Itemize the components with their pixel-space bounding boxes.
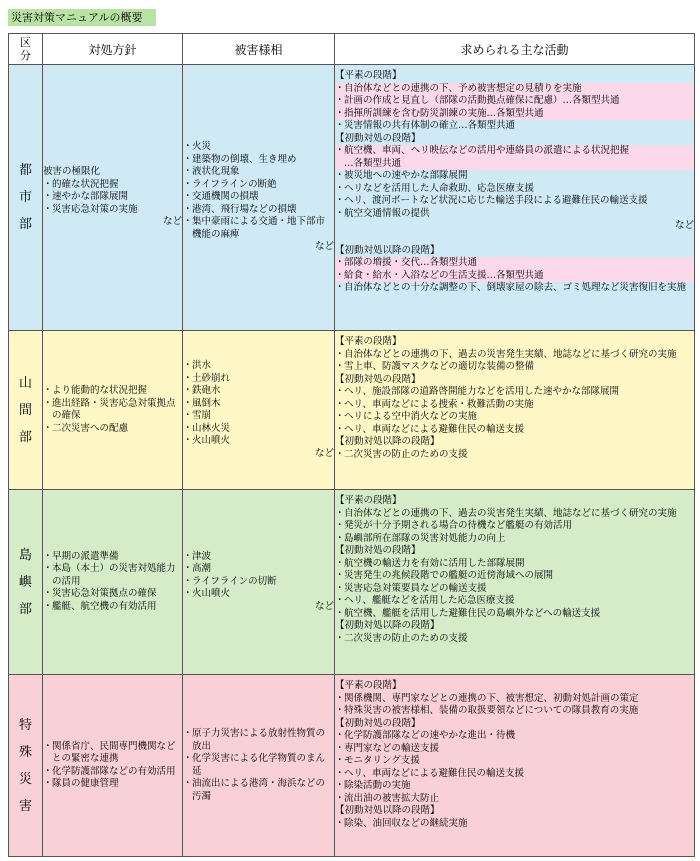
list-item: ・ 指揮所訓練を含む防災訓練の実施…各類型共通 (335, 108, 694, 121)
list-item: ・ 火山噴火 (183, 435, 334, 448)
damage-urban: ・ 火災 ・ 建築物の倒壊、生き埋め ・ 液状化現象 ・ ライフラインの断絶 ・ 交通機関の損壊 ・ 港湾、飛行場などの損壊 ・ 集中豪雨による交通・地下部市機能の麻痺 など (183, 65, 335, 331)
row-special-disaster (9, 675, 695, 857)
list-item: ・ 航空機、艦艇を活用した避難住民の島嶼外などへの輸送支援 (335, 608, 694, 621)
category-urban: 都 市 部 (9, 65, 43, 331)
list-item: ・ 関係機関、専門家などとの連携の下、被害想定、初動対処計画の策定 (335, 693, 694, 706)
damage-special-disaster (183, 675, 335, 857)
list-item: ・ 港湾、飛行場などの損壊 (183, 204, 334, 217)
list-item: ・ 交通機関の損壊 (183, 191, 334, 204)
list-item: ・ 発災が十分予期される場合の待機など艦艇の有効活用 (335, 520, 694, 533)
list-item: ・ 島嶼部所在部隊の災害対処能力の向上 (335, 533, 694, 546)
list-item: ・ ライフラインの切断 (183, 576, 334, 589)
list-item: ・ ヘリ、車両などによる避難住民の輸送支援 (335, 424, 694, 437)
list-item: ・ 化学災害による化学物質のまん延 (183, 753, 334, 778)
list-item: ・ 隊員の健康管理 (43, 778, 182, 791)
list-item: ・ 災害応急対策拠点の確保 (43, 588, 182, 601)
list-item: ・ 艦艇、航空機の有効活用 (43, 601, 182, 614)
list-item: ・ 雪上車、防護マスクなどの適切な装備の整備 (335, 361, 694, 374)
page-title: 災害対策マニュアルの概要 (8, 9, 156, 26)
list-item: ・ 災害発生の兆候段階での艦艇の近傍海域への展開 (335, 570, 694, 583)
list-item: ・ 建築物の倒壊、生き埋め (183, 154, 334, 167)
list-item: ・ 速やかな部隊展開 (43, 191, 182, 204)
category-special-disaster: 特 殊 災 害 (9, 675, 43, 857)
list-item: ・ 本島（本土）の災害対処能力の活用 (43, 563, 182, 588)
activities-special-disaster: 【平素の段階】 ・ 関係機関、専門家などとの連携の下、被害想定、初動対処計画の策定 ・ 特殊災害の被害様相、装備の取扱要領などについての隊員教育の実施 【初動対処の段階】 ・ 化学防護部隊などの速やかな進出・待機 ・ 専門家などの輸送支援 ・ モニタリング支援 ・ ヘリ、車両などによる避難住民の輸送支援 ・ 除染活動の実施 ・ 流出油の被害拡大防止 【初動対処以降の段階】 ・ 除染、油回収などの継続実施 (335, 675, 695, 857)
category-mountain: 山 間 部 (9, 331, 43, 490)
list-item: ・ 高潮 (183, 563, 334, 576)
list-item: ・ 化学防護部隊などの速やかな進出・待機 (335, 730, 694, 743)
damage-island: ・ 津波 ・ 高潮 ・ ライフラインの切断 ・ 火山噴火 など (183, 490, 335, 675)
list-item: ・ 流出油の被害拡大防止 (335, 793, 694, 806)
list-item: ・ 早期の派遣準備 (43, 551, 182, 564)
list-item: ・ 自治体などとの連携の下、過去の災害発生実績、地誌などに基づく研究の実施 (335, 508, 694, 521)
list-item: ・ 自治体などとの十分な調整の下、倒壊家屋の除去、ゴミ処理など災害復旧を実施 (335, 282, 694, 295)
list-item: ・ ライフラインの断絶 (183, 179, 334, 192)
list-item: ・ 雪崩 (183, 410, 334, 423)
list-item: ・ 特殊災害の被害様相、装備の取扱要領などについての隊員教育の実施 (335, 705, 694, 718)
list-item: ・ 液状化現象 (183, 166, 334, 179)
list-item: ・ ヘリによる空中消火などの実施 (335, 411, 694, 424)
list-item: ・ 油流出による港湾・海浜などの汚濁 (183, 778, 334, 803)
list-item: ・ 的確な状況把握 (43, 179, 182, 192)
list-item: ・ 火山噴火 (183, 588, 334, 601)
list-item: ・ 関係省庁、民間専門機関などとの緊密な連携 (43, 741, 182, 766)
list-item: ・ 除染、油回収などの継続実施 (335, 818, 694, 831)
policy-island (43, 490, 183, 675)
policy-mountain (43, 331, 183, 490)
list-item: ・ より能動的な状況把握 (43, 385, 182, 398)
header-row (9, 34, 695, 65)
list-item: ・ 鉄砲水 (183, 385, 334, 398)
list-item: ・ ヘリ、渡河ボートなど状況に応じた輸送手段による避難住民の輸送支援 (335, 195, 694, 208)
row-island (9, 490, 695, 675)
list-item: ・ 給食・給水・入浴などの生活支援…各類型共通 (335, 270, 694, 283)
list-item: ・ ヘリ、施設部隊の道路啓開能力などを活用した速やかな部隊展開 (335, 386, 694, 399)
list-item: ・ 津波 (183, 551, 334, 564)
list-item: ・ ヘリ、艦艇などを活用した応急医療支援 (335, 595, 694, 608)
list-item: ・ 山林火災 (183, 423, 334, 436)
list-item: ・ 航空交通情報の提供 (335, 208, 694, 221)
list-item: ・ ヘリなどを活用した人命救助、応急医療支援 (335, 183, 694, 196)
header-kubun: 区 分 (9, 34, 43, 65)
activities-mountain: 【平素の段階】 ・ 自治体などとの連携の下、過去の災害発生実績、地誌などに基づく研究の実施 ・ 雪上車、防護マスクなどの適切な装備の整備 【初動対処の段階】 ・ ヘリ、施設部隊の道路啓開能力などを活用した速やかな部隊展開 ・ ヘリ、車両などによる捜索・救難活動の実施 ・ ヘリによる空中消火などの実施 ・ ヘリ、車両などによる避難住民の輸送支援 【初動対処以降の段階】 ・ 二次災害の防止のための支援 (335, 331, 695, 490)
list-item: ・ 進出経路・災害応急対策拠点の確保 (43, 398, 182, 423)
policy-special-disaster (43, 675, 183, 857)
damage-mountain: ・ 洪水 ・ 土砂崩れ ・ 鉄砲水 ・ 風倒木 ・ 雪崩 ・ 山林火災 ・ 火山噴火 など (183, 331, 335, 490)
list-item: ・ モニタリング支援 (335, 755, 694, 768)
list-item: ・ 土砂崩れ (183, 373, 334, 386)
list-item: ・ 自治体などとの連携の下、過去の災害発生実績、地誌などに基づく研究の実施 (335, 349, 694, 362)
header-policy: 対処方針 (43, 34, 183, 65)
list-item: ・ 二次災害への配慮 (43, 423, 182, 436)
header-damage: 被害様相 (183, 34, 335, 65)
list-item: ・ ヘリ、車両などによる捜索・救難活動の実施 (335, 399, 694, 412)
list-item: ・ 災害応急対策の実施 (43, 204, 182, 217)
list-item: ・ 化学防護部隊などの有効活用 (43, 766, 182, 779)
list-item: ・ 専門家などの輸送支援 (335, 743, 694, 756)
list-item: ・ 風倒木 (183, 398, 334, 411)
list-item: ・ 被災地への速やかな部隊展開 (335, 170, 694, 183)
list-item: ・ 火災 (183, 141, 334, 154)
list-item: ・ 災害情報の共有体制の確立…各類型共通 (335, 120, 694, 133)
list-item: ・ 集中豪雨による交通・地下部市機能の麻痺 (183, 216, 334, 241)
list-item: ・ 除染活動の実施 (335, 780, 694, 793)
row-urban (9, 65, 695, 331)
header-activities: 求められる主な活動 (335, 34, 695, 65)
activities-urban: 【平素の段階】 ・ 自治体などとの連携の下、予め被害想定の見積りを実施 ・ 計画の作成と見直し（部隊の活動拠点確保に配慮）…各類型共通 ・ 指揮所訓練を含む防災訓練の実施…各類型共通 ・ 災害情報の共有体制の確立…各類型共通 【初動対処の段階】 ・ 航空機、車両、ヘリ映伝などの活用や連絡員の派遣による状況把握 …各類型共通 ・ 被災地への速やかな部隊展開 ・ ヘリなどを活用した人命救助、応急医療支援 ・ ヘリ、渡河ボートなど状況に応じた輸送手段による避難住民の輸送支援 ・ 航空交通情報の提供 など 【初動対処以降の段階】 ・ 部隊の増援・交代…各類型共通 ・ 給食・給水・入浴などの生活支援…各類型共通 ・ 自治体などとの十分な調整の下、倒壊家屋の除去、ゴミ処理など災害復旧を実施 (335, 65, 695, 331)
list-item: ・ ヘリ、車両などによる避難住民の輸送支援 (335, 768, 694, 781)
list-item: ・ 災害応急対策要員などの輸送支援 (335, 583, 694, 596)
list-item: ・ 原子力災害による放射性物質の放出 (183, 728, 334, 753)
disaster-manual-table (8, 33, 695, 857)
activities-island: 【平素の段階】 ・ 自治体などとの連携の下、過去の災害発生実績、地誌などに基づく研究の実施 ・ 発災が十分予期される場合の待機など艦艇の有効活用 ・ 島嶼部所在部隊の災害対処能力の向上 【初動対処の段階】 ・ 航空機の輸送力を有効に活用した部隊展開 ・ 災害発生の兆候段階での艦艇の近傍海域への展開 ・ 災害応急対策要員などの輸送支援 ・ ヘリ、艦艇などを活用した応急医療支援 ・ 航空機、艦艇を活用した避難住民の島嶼外などへの輸送支援 【初動対処以降の段階】 ・ 二次災害の防止のための支援 (335, 490, 695, 675)
list-item: ・ 計画の作成と見直し（部隊の活動拠点確保に配慮）…各類型共通 (335, 95, 694, 108)
category-island: 島 嶼 部 (9, 490, 43, 675)
list-item: ・ 洪水 (183, 360, 334, 373)
list-item: ・ 自治体などとの連携の下、予め被害想定の見積りを実施 (335, 83, 694, 96)
list-item: ・ 部隊の増援・交代…各類型共通 (335, 257, 694, 270)
list-item: ・ 二次災害の防止のための支援 (335, 449, 694, 462)
row-mountain (9, 331, 695, 490)
list-item: ・ 航空機の輸送力を有効に活用した部隊展開 (335, 558, 694, 571)
list-item: ・ 二次災害の防止のための支援 (335, 633, 694, 646)
policy-urban: 被害の極限化 ・ 的確な状況把握 ・ 速やかな部隊展開 ・ 災害応急対策の実施 など (43, 65, 183, 331)
list-item: ・ 航空機、車両、ヘリ映伝などの活用や連絡員の派遣による状況把握 (335, 145, 694, 158)
